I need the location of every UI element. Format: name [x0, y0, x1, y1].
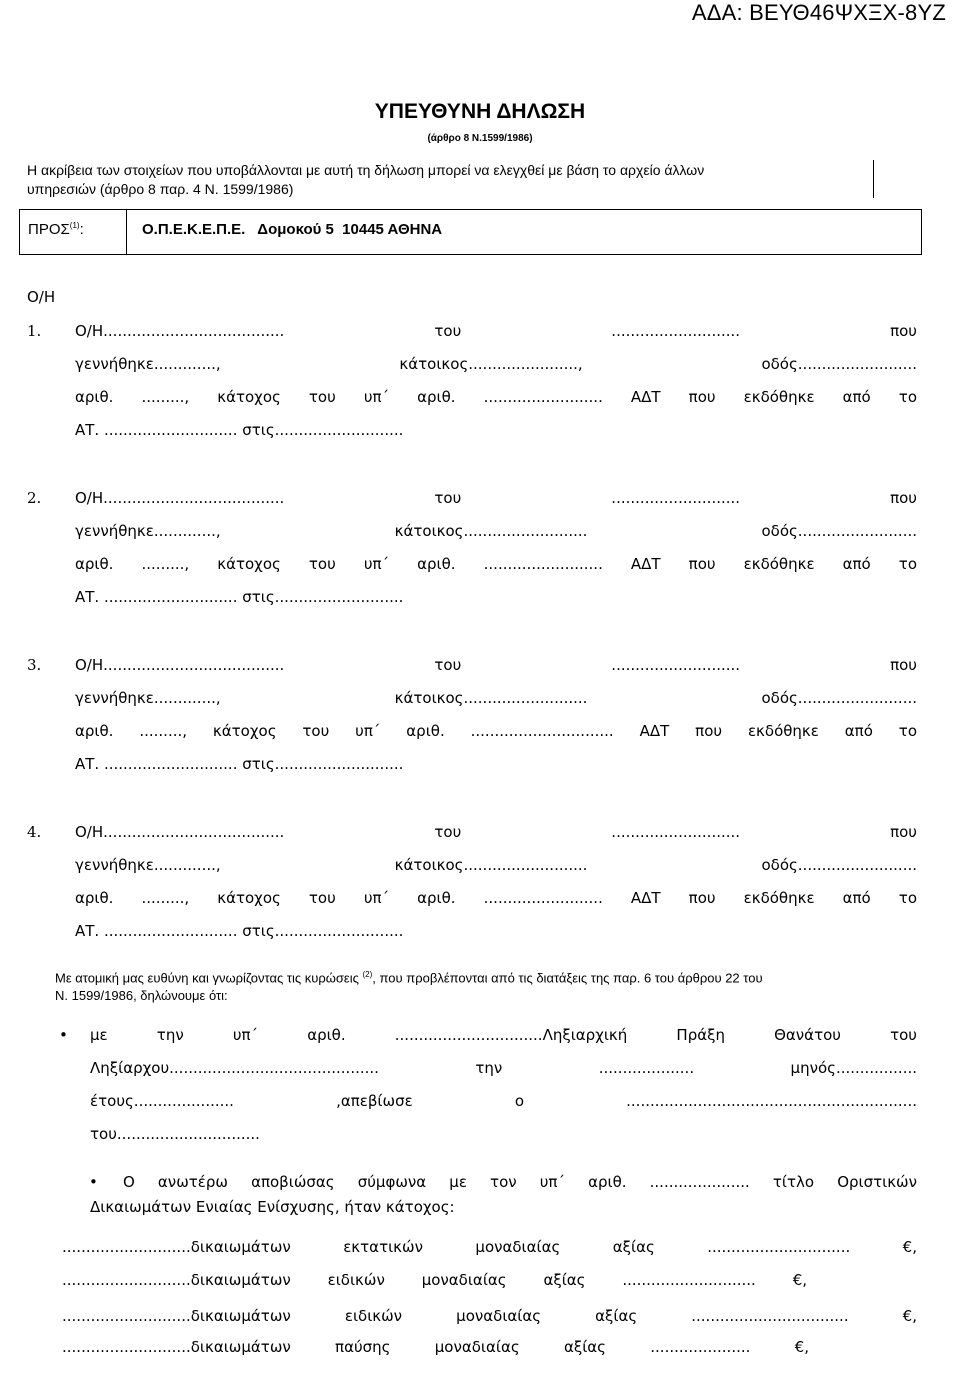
- footnote-ref-2: (2): [362, 970, 373, 979]
- person-line-id: αριθ. ........., κάτοχος του υπ΄ αριθ. ......................... ΑΔΤ που εκδόθηκε από το: [75, 555, 917, 573]
- recipient-label-text: ΠΡΟΣ: [28, 221, 70, 238]
- recipient-value: Ο.Π.Ε.Κ.Ε.Π.Ε. Δομοκού 5 10445 ΑΘΗΝΑ: [142, 221, 443, 238]
- death-line-1: με την υπ΄ αριθ. ...............................Ληξιαρχική Πράξη Θανάτου του: [90, 1026, 917, 1044]
- document-title: ΥΠΕΥΘΥΝΗ ΔΗΛΩΣΗ: [374, 100, 586, 123]
- person-line-issued: ΑΤ. ............................ στις...........................: [75, 588, 404, 606]
- person-line-birth: γεννήθηκε............., κάτοικος.......................... οδός.........................: [75, 522, 917, 540]
- person-line-birth: γεννήθηκε............., κάτοικος.......................... οδός.........................: [75, 856, 917, 874]
- recipient-box: [19, 209, 922, 255]
- person-line-birth: γεννήθηκε............., κάτοικος.......................... οδός.........................: [75, 689, 917, 707]
- death-line-2: Ληξίαρχου............................................ την .................... μηνός.................: [90, 1059, 917, 1077]
- accuracy-note-line-1: Η ακρίβεια των στοιχείων που υποβάλλονται με αυτή τη δήλωση μπορεί να ελεγχθεί με βάση το αρχείο άλλων: [27, 162, 705, 178]
- person-line-issued: ΑΤ. ............................ στις...........................: [75, 421, 404, 439]
- ada-code: ΑΔΑ: ΒΕΥΘ46ΨΧΞΧ-8ΥΖ: [691, 0, 946, 25]
- person-number: 2.: [27, 489, 42, 507]
- entitlement-row-special-2: ...........................δικαιωμάτων ειδικών μοναδιαίας αξίας ................................. €,: [62, 1307, 917, 1325]
- person-number: 3.: [27, 656, 42, 674]
- person-block-2: [27, 489, 917, 621]
- person-line-issued: ΑΤ. ............................ στις...........................: [75, 922, 404, 940]
- person-block-3: [27, 656, 917, 788]
- accuracy-note-line-2: υπηρεσιών (άρθρο 8 παρ. 4 Ν. 1599/1986): [27, 181, 294, 197]
- person-line-issued: ΑΤ. ............................ στις...........................: [75, 755, 404, 773]
- entitlement-line-1: Ο ανωτέρω αποβιώσας σύμφωνα με τον υπ΄ αριθ. ..................... τίτλο Οριστικών: [123, 1173, 917, 1191]
- oh-label: Ο/Η: [27, 288, 56, 306]
- note-vertical-rule: [873, 160, 874, 198]
- person-block-4: [27, 823, 917, 955]
- declaration-text-a: Με ατομική μας ευθύνη και γνωρίζοντας τις κυρώσεις: [55, 970, 363, 986]
- person-line-id: αριθ. ........., κάτοχος του υπ΄ αριθ. ......................... ΑΔΤ που εκδόθηκε από το: [75, 388, 917, 406]
- entitlement-row-special-1: ...........................δικαιωμάτων ειδικών μοναδιαίας αξίας ............................ €,: [62, 1271, 807, 1289]
- person-number: 1.: [27, 322, 42, 340]
- person-line-birth: γεννήθηκε............., κάτοικος......................., οδός.........................: [75, 355, 917, 373]
- recipient-divider: [126, 210, 127, 254]
- footnote-ref-1: (1): [69, 221, 80, 230]
- entitlement-row-set-aside: ...........................δικαιωμάτων παύσης μοναδιαίας αξίας ..................... €,: [62, 1338, 809, 1356]
- declaration-line-1: [55, 966, 917, 987]
- person-line-name: Ο/Η...................................... του ........................... που: [75, 489, 917, 507]
- person-line-id: αριθ. ........., κάτοχος του υπ΄ αριθ. ......................... ΑΔΤ που εκδόθηκε από το: [75, 889, 917, 907]
- document-subtitle: (άρθρο 8 Ν.1599/1986): [427, 133, 533, 144]
- death-line-4: του..............................: [90, 1125, 260, 1143]
- recipient-label: [28, 221, 84, 238]
- declaration-text-b: , που προβλέπονται από τις διατάξεις της παρ. 6 του άρθρου 22 του: [372, 970, 763, 986]
- bullet-icon: •: [59, 1026, 68, 1044]
- person-line-name: Ο/Η...................................... του ........................... που: [75, 656, 917, 674]
- bullet-icon: •: [89, 1173, 98, 1191]
- person-line-name: Ο/Η...................................... του ........................... που: [75, 823, 917, 841]
- entitlement-line-2: Δικαιωμάτων Ενιαίας Ενίσχυσης, ήταν κάτοχος:: [90, 1198, 455, 1216]
- declaration-text: [55, 966, 917, 1005]
- accuracy-note: [27, 161, 847, 199]
- recipient-label-colon: :: [79, 221, 84, 238]
- death-line-3: έτους..................... ,απεβίωσε ο .............................................................: [90, 1092, 917, 1110]
- entitlement-row-extensive: ...........................δικαιωμάτων εκτατικών μοναδιαίας αξίας .............................. €,: [62, 1238, 917, 1256]
- person-number: 4.: [27, 823, 42, 841]
- person-block-1: [27, 322, 917, 454]
- person-line-name: Ο/Η...................................... του ........................... που: [75, 322, 917, 340]
- declaration-line-2: Ν. 1599/1986, δηλώνουμε ότι:: [55, 988, 228, 1004]
- person-line-id: αριθ. ........., κάτοχος του υπ΄ αριθ. .............................. ΑΔΤ που εκδόθηκε από το: [75, 722, 917, 740]
